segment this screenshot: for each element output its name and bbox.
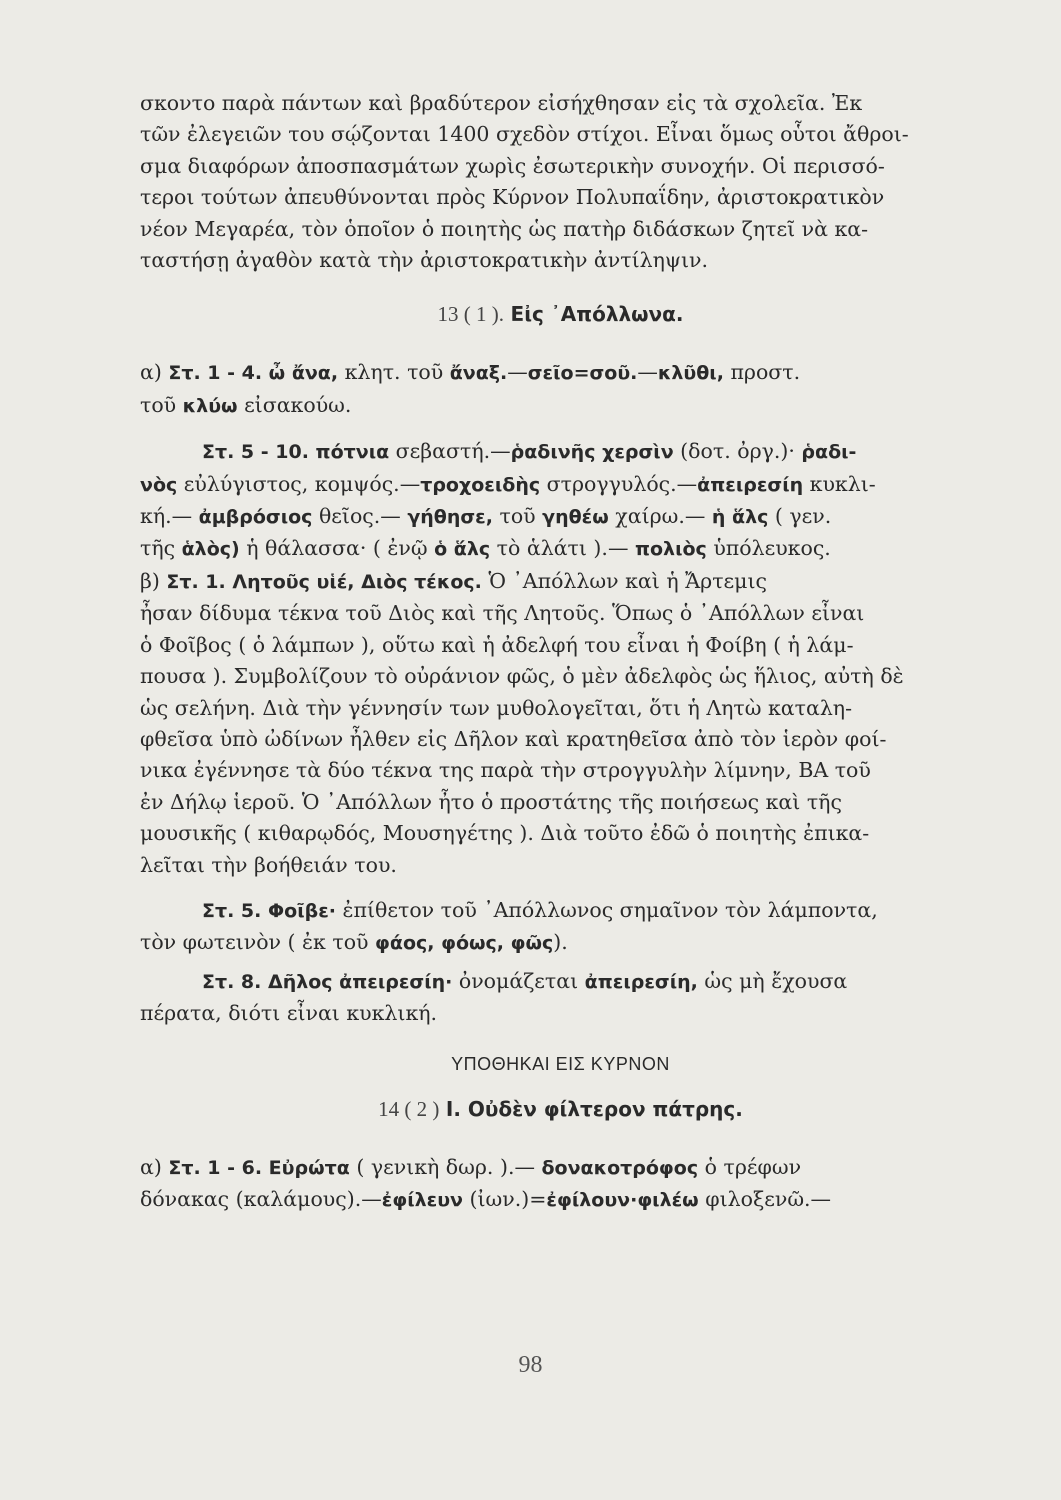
bold-term: κλύω: [182, 394, 238, 417]
text-line: νέον Μεγαρέα, τὸν ὁποῖον ὁ ποιητὴς ὡς πατὴρ διδάσκων ζητεῖ νὰ κα-: [140, 216, 869, 241]
text-run: ὑπόλευκος.: [706, 536, 831, 561]
text-line: [140, 1152, 981, 1184]
text-run: εἰσακούω.: [237, 392, 352, 417]
text-run: τὸν φωτεινὸν ( ἐκ τοῦ: [140, 930, 376, 955]
text-line: ὁ Φοῖβος ( ὁ λάμπων ), οὕτω καὶ ἡ ἀδελφή του εἶναι ἡ Φοίβη ( ἡ λάμ-: [140, 632, 854, 657]
text-line: νικα ἐγέννησε τὰ δύο τέκνα της παρὰ τὴν στρογγυλὴν λίμνην, ΒΑ τοῦ: [140, 758, 871, 783]
text-line: τεροι τούτων ἀπευθύνονται πρὸς Κύρνον Πολυπαΐδην, ἀριστοκρατικὸν: [140, 185, 885, 210]
bold-term: ἡ ἅλς: [711, 506, 769, 529]
text-run: τοῦ: [492, 504, 543, 529]
text-line: [140, 566, 981, 598]
text-line: ταστήσῃ ἀγαθὸν κατὰ τὴν ἀριστοκρατικὴν ἀντίληψιν.: [140, 248, 708, 273]
text-line: πουσα ). Συμβολίζουν τὸ οὐράνιον φῶς, ὁ μὲν ἀδελφὸς ὡς ἥλιος, αὐτὴ δὲ: [140, 664, 904, 689]
section-number: 14 ( 2 ): [378, 1096, 440, 1121]
text-run: στρογγυλός.—: [540, 471, 698, 496]
bold-term: ἀπειρεσίη: [697, 473, 804, 496]
bold-term: σεῖο=σοῦ.: [527, 362, 638, 385]
bold-term: ἀπειρεσίη,: [584, 970, 698, 993]
section-number: 13 ( 1 ).: [437, 302, 504, 327]
text-line: [140, 1184, 981, 1216]
bold-term: τροχοειδὴς: [420, 473, 541, 496]
text-line: πέρατα, διότι εἶναι κυκλική.: [140, 1001, 438, 1026]
text-run: (δοτ. ὀργ.)·: [673, 439, 802, 464]
text-line: [140, 966, 981, 998]
bold-term: ἄναξ.: [449, 362, 508, 385]
section-heading-14: [140, 1097, 981, 1122]
text-line: μουσικῆς ( κιθαρῳδός, Μουσηγέτης ). Διὰ τοῦτο ἐδῶ ὁ ποιητὴς ἐπικα-: [140, 821, 870, 846]
bold-term: ῥαδινῆς χερσὶν: [510, 441, 674, 464]
text-run: Ὁ ᾿Απόλλων καὶ ἡ Ἄρτεμις: [481, 568, 768, 593]
bold-term: ἐφίλευν: [381, 1188, 463, 1211]
bold-term: νὸς: [140, 473, 178, 496]
text-run: ἐπίθετον τοῦ ᾿Απόλλωνος σημαῖνον τὸν λάμποντα,: [336, 897, 878, 922]
bold-term: Στ. 5. Φοῖβε·: [202, 899, 336, 922]
text-line: [140, 927, 981, 959]
text-run: (ἰων.)=: [462, 1186, 547, 1211]
note-a-14: [140, 1152, 981, 1217]
bold-term: γήθησε,: [407, 506, 493, 529]
bold-term: Στ. 1. Λητοῦς υἱέ, Διὸς τέκος.: [166, 570, 482, 593]
text-line: [140, 436, 981, 468]
text-line: ὡς σελήνη. Διὰ τὴν γέννησίν των μυθολογεῖται, ὅτι ἡ Λητὼ καταλη-: [140, 695, 853, 720]
text-line: [140, 469, 981, 501]
text-run: α): [140, 1154, 169, 1179]
bold-term: Στ. 5 - 10. πότνια: [202, 441, 390, 464]
text-line: τῶν ἐλεγειῶν του σῴζονται 1400 σχεδὸν στίχοι. Εἶναι ὅμως οὗτοι ἄθροι-: [140, 122, 909, 147]
chapter-title: ΥΠΟΘΗΚΑΙ ΕΙΣ ΚΥΡΝΟΝ: [451, 1053, 670, 1074]
text-line: [140, 501, 981, 533]
intro-paragraph: [140, 88, 981, 276]
text-run: ( γενικὴ δωρ. ).—: [349, 1154, 542, 1179]
text-run: ).: [553, 930, 568, 955]
text-line: [140, 895, 981, 927]
text-line: [140, 533, 981, 565]
text-run: —: [637, 360, 658, 385]
note-a-13: [140, 357, 981, 422]
text-line: λεῖται τὴν βοήθειάν του.: [140, 852, 397, 877]
bold-term: ἐφίλουν·φιλέω: [546, 1188, 699, 1211]
text-line: ἐν Δήλῳ ἱεροῦ. Ὁ ᾿Απόλλων ἦτο ὁ προστάτης τῆς ποιήσεως καὶ τῆς: [140, 789, 842, 814]
note-st5-10: [140, 436, 981, 566]
note-b-13: [140, 566, 981, 881]
text-run: ( γεν.: [768, 504, 832, 529]
bold-term: φάος, φόως, φῶς: [375, 932, 554, 955]
text-line: σμα διαφόρων ἀποσπασμάτων χωρὶς ἐσωτερικὴν συνοχήν. Οἱ περισσό-: [140, 153, 885, 178]
text-line: σκοντο παρὰ πάντων καὶ βραδύτερον εἰσήχθησαν εἰς τὰ σχολεῖα. Ἐκ: [140, 91, 863, 115]
text-run: ἡ θάλασσα· ( ἐνῷ: [239, 536, 435, 561]
bold-term: ἀμβρόσιος: [198, 506, 313, 529]
text-run: προστ.: [723, 360, 801, 385]
text-run: τῆς: [140, 536, 182, 561]
bold-term: κλῦθι,: [657, 362, 724, 385]
text-run: ὡς μὴ ἔχουσα: [697, 968, 848, 993]
note-st5: [140, 895, 981, 960]
text-run: σεβαστή.—: [389, 439, 511, 464]
text-run: —: [507, 360, 528, 385]
text-run: κλητ. τοῦ: [338, 360, 450, 385]
bold-term: Στ. 1 - 4. ὦ ἄνα,: [168, 362, 339, 385]
text-run: ὁ τρέφων: [698, 1154, 802, 1179]
page-number: 98: [518, 1352, 543, 1378]
text-run: δόνακας (καλάμους).—: [140, 1186, 382, 1211]
text-run: κή.—: [140, 504, 199, 529]
text-run: χαίρω.—: [608, 504, 712, 529]
text-line: [140, 390, 981, 422]
note-st8: [140, 966, 981, 1030]
section-title: Ι. Οὐδὲν φίλτερον πάτρης.: [445, 1096, 743, 1121]
text-run: ὀνομάζεται: [452, 968, 585, 993]
bold-term: πολιὸς: [634, 538, 707, 561]
bold-term: ὁ ἅλς: [434, 538, 491, 561]
text-run: θεῖος.—: [312, 504, 408, 529]
text-run: β): [140, 568, 167, 593]
text-run: φιλοξενῶ.—: [698, 1186, 832, 1211]
text-line: φθεῖσα ὑπὸ ὠδίνων ἦλθεν εἰς Δῆλον καὶ κρατηθεῖσα ἀπὸ τὸν ἱερὸν φοί-: [140, 726, 887, 751]
bold-term: Στ. 1 - 6. Εὐρώτα: [168, 1156, 350, 1179]
text-run: κυκλι-: [803, 471, 876, 496]
text-line: [140, 357, 981, 389]
text-run: α): [140, 360, 169, 385]
text-run: τοῦ: [140, 392, 183, 417]
section-title: Εἰς ᾿Απόλλωνα.: [510, 302, 684, 327]
bold-term: Στ. 8. Δῆλος ἀπειρεσίη·: [202, 970, 453, 993]
text-line: ἦσαν δίδυμα τέκνα τοῦ Διὸς καὶ τῆς Λητοῦς. Ὅπως ὁ ᾿Απόλλων εἶναι: [140, 601, 865, 626]
text-run: τὸ ἁλάτι ).—: [490, 536, 635, 561]
bold-term: ῥαδι-: [801, 441, 857, 464]
text-run: εὐλύγιστος, κομψός.—: [177, 471, 421, 496]
bold-term: γηθέω: [542, 506, 609, 529]
bold-term: ἁλὸς): [181, 538, 240, 561]
section-heading-13: [140, 302, 981, 327]
bold-term: δονακοτρόφος: [541, 1156, 699, 1179]
